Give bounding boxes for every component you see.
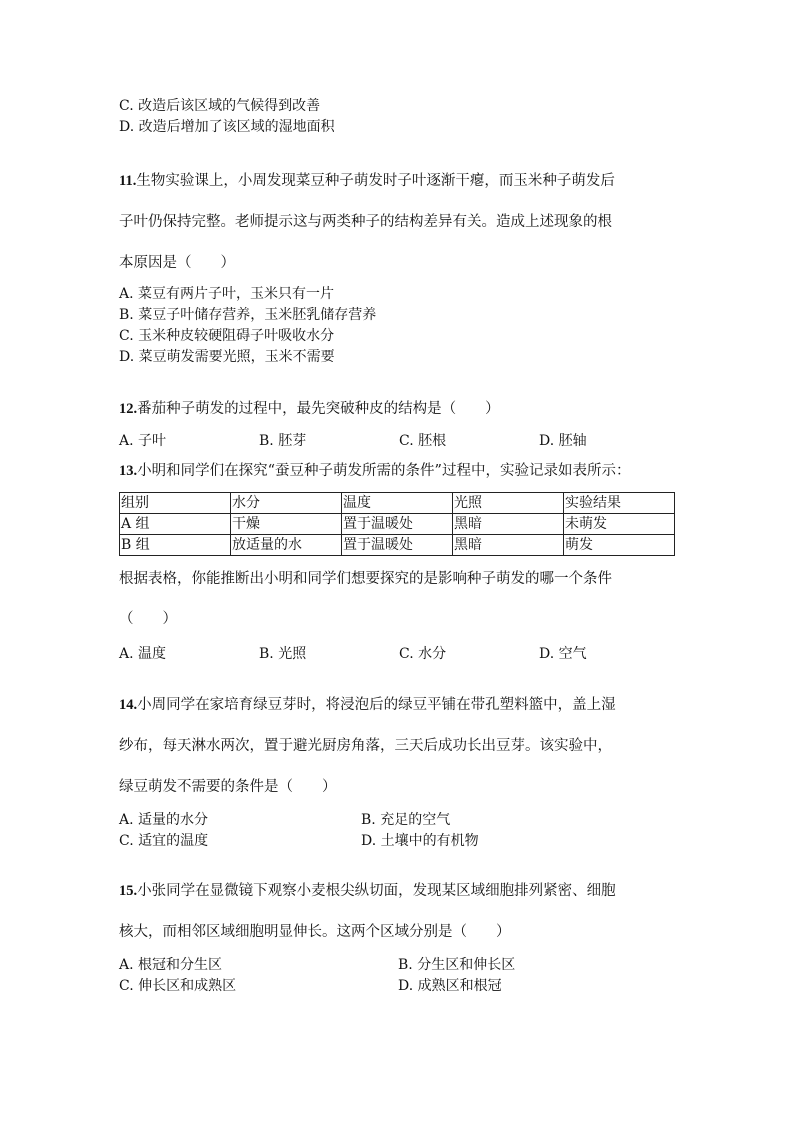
q11-number: 11.	[119, 173, 137, 189]
q11-option-a: A. 菜豆有两片子叶，玉米只有一片	[119, 286, 335, 302]
q10-option-d: D. 改造后增加了该区域的湿地面积	[119, 119, 335, 135]
experiment-table	[119, 492, 675, 556]
table-cell: 置于温暖处	[342, 535, 453, 556]
q12-stem	[119, 400, 500, 418]
table-cell: 未萌发	[564, 514, 675, 535]
q15-option-d: D. 成熟区和根冠	[398, 978, 502, 994]
q11-stem-line-2: 子叶仍保持完整。老师提示这与两类种子的结构差异有关。造成上述现象的根	[119, 214, 612, 230]
q14-option-d: D. 土壤中的有机物	[361, 833, 479, 849]
q11-stem-line-3: 本原因是（ ）	[119, 255, 235, 271]
table-cell: B 组	[120, 535, 231, 556]
q14-option-c: C. 适宜的温度	[119, 833, 209, 849]
q13-stem	[119, 462, 630, 480]
table-row	[120, 535, 675, 556]
q14-option-b: B. 充足的空气	[361, 812, 451, 828]
q15-option-c: C. 伸长区和成熟区	[119, 978, 237, 994]
table-header-row	[120, 493, 675, 514]
q12-option-b: B. 胚芽	[259, 433, 307, 449]
q15-option-b: B. 分生区和伸长区	[398, 957, 516, 973]
table-row	[120, 514, 675, 535]
q13-option-b: B. 光照	[259, 646, 307, 662]
q12-option-c: C. 胚根	[399, 433, 447, 449]
q12-option-a: A. 子叶	[119, 433, 167, 449]
q14-text-1: 小周同学在家培育绿豆芽时，将浸泡后的绿豆平铺在带孔塑料篮中，盖上湿	[137, 697, 616, 713]
table-cell: 黑暗	[453, 514, 564, 535]
q12-number: 12.	[119, 401, 138, 417]
table-cell: 放适量的水	[231, 535, 342, 556]
q14-option-a: A. 适量的水分	[119, 812, 209, 828]
table-header-cell: 温度	[342, 493, 453, 514]
table-cell: 萌发	[564, 535, 675, 556]
q14-stem-line-1	[119, 696, 616, 714]
q15-text-1: 小张同学在显微镜下观察小麦根尖纵切面，发现某区域细胞排列紧密、细胞	[137, 883, 616, 899]
table-cell: 黑暗	[453, 535, 564, 556]
q15-option-a: A. 根冠和分生区	[119, 957, 223, 973]
q13-option-d: D. 空气	[539, 646, 587, 662]
q13-option-a: A. 温度	[119, 646, 167, 662]
q15-stem-line-2: 核大，而相邻区域细胞明显伸长。这两个区域分别是（ ）	[119, 924, 511, 940]
q13-answer-paren: （ ）	[119, 611, 177, 627]
q11-text-1: 生物实验课上，小周发现菜豆种子萌发时子叶逐渐干瘪，而玉米种子萌发后	[136, 173, 615, 189]
q11-option-c: C. 玉米种皮较硬阻碍子叶吸收水分	[119, 328, 335, 344]
q13-number: 13.	[119, 463, 138, 479]
q11-stem-line-1	[119, 172, 615, 190]
table-header-cell: 组别	[120, 493, 231, 514]
q15-stem-line-1	[119, 882, 616, 900]
q14-number: 14.	[119, 697, 138, 713]
q15-number: 15.	[119, 883, 138, 899]
q13-text: 小明和同学们在探究“蚕豆种子萌发所需的条件”过程中，实验记录如表所示：	[137, 463, 631, 479]
q10-option-c: C. 改造后该区域的气候得到改善	[119, 98, 321, 114]
q14-stem-line-3: 绿豆萌发不需要的条件是（ ）	[119, 779, 337, 795]
q11-option-b: B. 菜豆子叶储存营养，玉米胚乳储存营养	[119, 307, 377, 323]
table-cell: A 组	[120, 514, 231, 535]
q13-option-c: C. 水分	[399, 646, 447, 662]
table-header-cell: 光照	[453, 493, 564, 514]
q11-option-d: D. 菜豆萌发需要光照，玉米不需要	[119, 349, 335, 365]
q14-stem-line-2: 纱布，每天淋水两次，置于避光厨房角落，三天后成功长出豆芽。该实验中，	[119, 738, 612, 754]
q12-text: 番茄种子萌发的过程中，最先突破种皮的结构是（ ）	[137, 401, 500, 417]
table-header-cell: 水分	[231, 493, 342, 514]
table-header-cell: 实验结果	[564, 493, 675, 514]
table-cell: 置于温暖处	[342, 514, 453, 535]
table-cell: 干燥	[231, 514, 342, 535]
q13-follow-text: 根据表格，你能推断出小明和同学们想要探究的是影响种子萌发的哪一个条件	[119, 571, 612, 587]
q12-option-d: D. 胚轴	[539, 433, 587, 449]
